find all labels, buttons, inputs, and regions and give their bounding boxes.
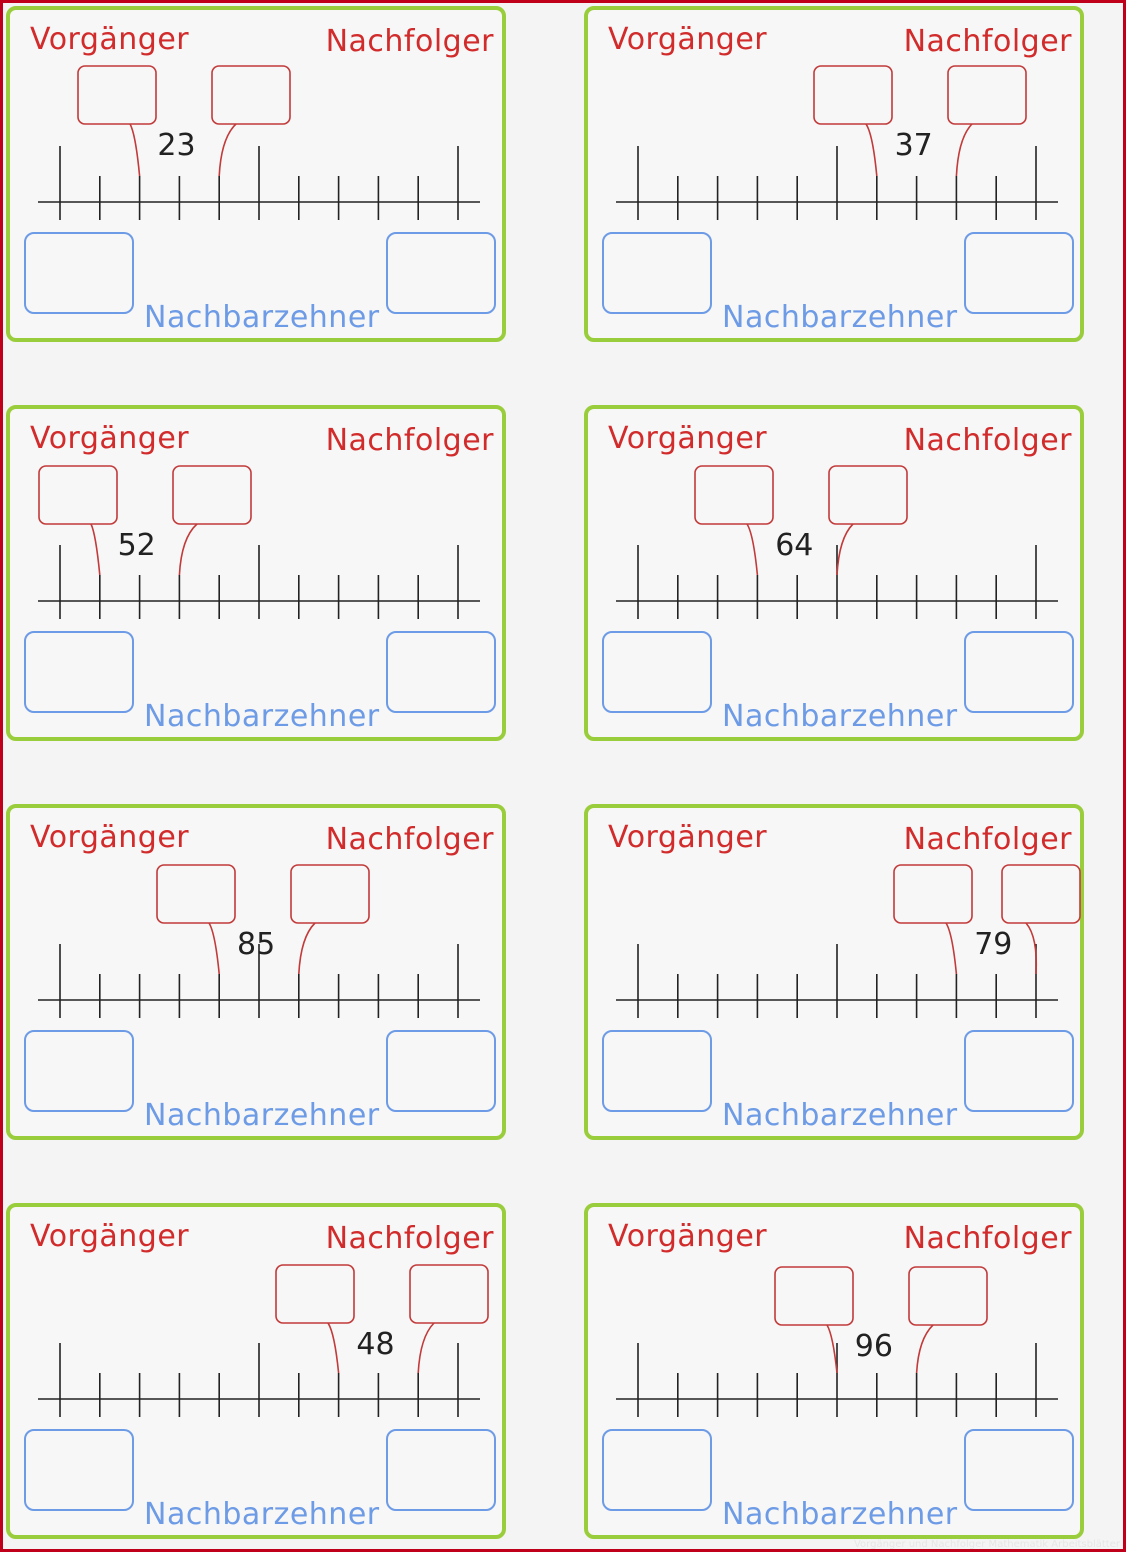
predecessor-box xyxy=(39,466,117,524)
given-number: 79 xyxy=(974,927,1013,962)
predecessor-box xyxy=(695,466,773,524)
predecessor-connector xyxy=(130,124,140,176)
successor-connector xyxy=(299,923,315,974)
exercise-card xyxy=(584,804,1084,1140)
given-number: 48 xyxy=(356,1327,395,1362)
successor-box xyxy=(948,66,1026,124)
given-number: 37 xyxy=(894,128,933,163)
successor-box xyxy=(212,66,290,124)
predecessor-label: Vorgänger xyxy=(608,421,768,456)
predecessor-label: Vorgänger xyxy=(30,421,190,456)
lower-ten-box xyxy=(25,233,133,313)
footer-text: Vorgänger und Nachfolger Mathematik Arbeitsblätter xyxy=(853,1539,1120,1550)
exercise-card xyxy=(6,1203,506,1539)
upper-ten-box xyxy=(387,632,495,712)
successor-box xyxy=(410,1265,488,1323)
successor-box xyxy=(291,865,369,923)
predecessor-box xyxy=(78,66,156,124)
neighbor-tens-label: Nachbarzehner xyxy=(144,1098,380,1133)
predecessor-connector xyxy=(91,524,100,575)
neighbor-tens-label: Nachbarzehner xyxy=(144,699,380,734)
given-number: 85 xyxy=(237,927,276,962)
successor-connector xyxy=(956,124,972,176)
predecessor-label: Vorgänger xyxy=(608,1219,768,1254)
successor-connector xyxy=(837,524,853,575)
lower-ten-box xyxy=(603,1430,711,1510)
successor-connector xyxy=(917,1325,933,1373)
successor-connector xyxy=(179,524,197,575)
successor-connector xyxy=(418,1323,434,1373)
predecessor-box xyxy=(894,865,972,923)
lower-ten-box xyxy=(603,1031,711,1111)
predecessor-box xyxy=(775,1267,853,1325)
lower-ten-box xyxy=(603,233,711,313)
successor-box xyxy=(909,1267,987,1325)
successor-label: Nachfolger xyxy=(903,24,1072,59)
successor-label: Nachfolger xyxy=(325,423,494,458)
successor-box xyxy=(1002,865,1080,923)
neighbor-tens-label: Nachbarzehner xyxy=(144,1497,380,1532)
exercise-card xyxy=(584,1203,1084,1539)
exercise-card xyxy=(6,6,506,342)
neighbor-tens-label: Nachbarzehner xyxy=(722,300,958,335)
successor-label: Nachfolger xyxy=(325,1221,494,1256)
given-number: 52 xyxy=(117,528,156,563)
successor-connector xyxy=(219,124,236,176)
lower-ten-box xyxy=(25,632,133,712)
exercise-card xyxy=(584,6,1084,342)
successor-box xyxy=(173,466,251,524)
upper-ten-box xyxy=(965,233,1073,313)
successor-label: Nachfolger xyxy=(903,1221,1072,1256)
successor-label: Nachfolger xyxy=(325,24,494,59)
predecessor-box xyxy=(814,66,892,124)
predecessor-connector xyxy=(946,923,956,974)
neighbor-tens-label: Nachbarzehner xyxy=(722,699,958,734)
predecessor-label: Vorgänger xyxy=(608,820,768,855)
predecessor-box xyxy=(276,1265,354,1323)
predecessor-connector xyxy=(827,1325,837,1373)
predecessor-label: Vorgänger xyxy=(30,22,190,57)
predecessor-label: Vorgänger xyxy=(30,1219,190,1254)
upper-ten-box xyxy=(965,632,1073,712)
neighbor-tens-label: Nachbarzehner xyxy=(722,1098,958,1133)
lower-ten-box xyxy=(25,1031,133,1111)
given-number: 23 xyxy=(157,128,196,163)
predecessor-connector xyxy=(747,524,757,575)
exercise-card xyxy=(6,405,506,741)
predecessor-connector xyxy=(328,1323,339,1373)
successor-label: Nachfolger xyxy=(903,822,1072,857)
upper-ten-box xyxy=(387,1430,495,1510)
predecessor-box xyxy=(157,865,235,923)
upper-ten-box xyxy=(387,233,495,313)
successor-connector xyxy=(1026,923,1036,974)
neighbor-tens-label: Nachbarzehner xyxy=(722,1497,958,1532)
lower-ten-box xyxy=(603,632,711,712)
upper-ten-box xyxy=(965,1430,1073,1510)
given-number: 64 xyxy=(775,528,814,563)
predecessor-connector xyxy=(866,124,877,176)
predecessor-label: Vorgänger xyxy=(30,820,190,855)
successor-label: Nachfolger xyxy=(325,822,494,857)
exercise-card xyxy=(584,405,1084,741)
upper-ten-box xyxy=(965,1031,1073,1111)
successor-box xyxy=(829,466,907,524)
predecessor-connector xyxy=(209,923,219,974)
neighbor-tens-label: Nachbarzehner xyxy=(144,300,380,335)
upper-ten-box xyxy=(387,1031,495,1111)
predecessor-label: Vorgänger xyxy=(608,22,768,57)
exercise-card xyxy=(6,804,506,1140)
lower-ten-box xyxy=(25,1430,133,1510)
given-number: 96 xyxy=(854,1329,893,1364)
successor-label: Nachfolger xyxy=(903,423,1072,458)
